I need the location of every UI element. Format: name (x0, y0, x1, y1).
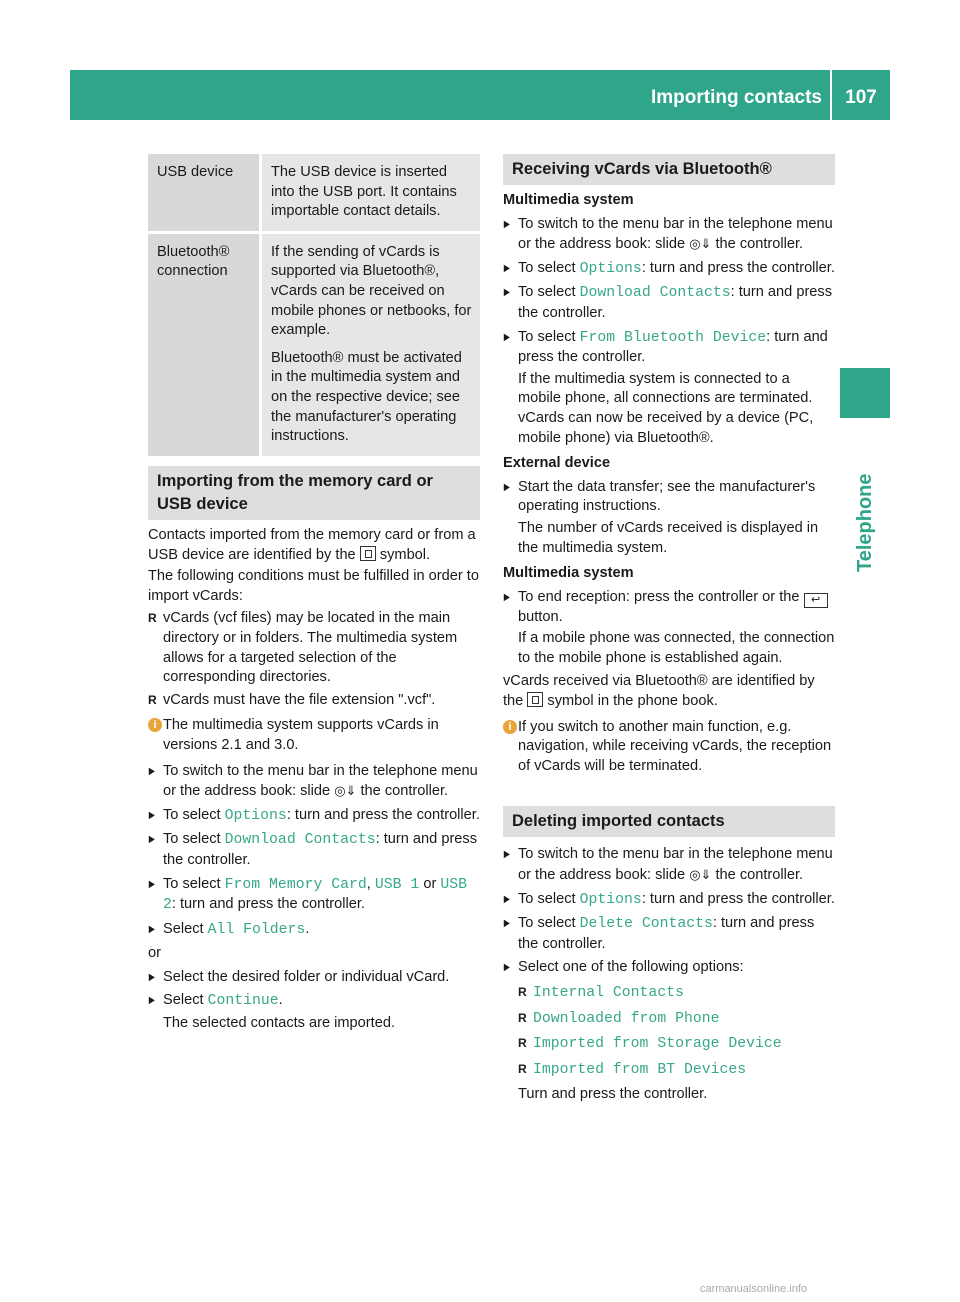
paragraph: vCards received via Bluetooth® are identified by the symbol in the phone book. (503, 673, 815, 710)
table-desc-text: If the sending of vCards is supported via Bluetooth®, vCards can be received on mobile phones or netbooks, for example. (271, 243, 472, 339)
info-icon: i (503, 720, 517, 734)
slide-down-controller-icon: ◎⇓ (689, 867, 712, 883)
menu-option: Options (224, 807, 287, 824)
list-item (518, 983, 835, 1004)
table-desc (262, 154, 480, 231)
step: ▶ To end reception: press the controller or the ↩ button. If a mobile phone was connected, the connection to the mobile phone is established again. (503, 588, 835, 669)
menu-option: Options (579, 260, 642, 277)
menu-option: USB 2 (163, 876, 468, 914)
step: ▶ To switch to the menu bar in the telephone menu or the address book: slide ◎⇓ the controller. (503, 845, 835, 885)
paragraph: The following conditions must be fulfilled in order to import vCards: (148, 568, 479, 604)
table-row (148, 154, 480, 231)
step: ▶ To select From Bluetooth Device: turn and press the controller. If the multimedia system is connected to a mobile phone, all connections are terminated. vCards can now be received by a device (PC, mobile phone) via Bluetooth®. (503, 328, 835, 449)
step-result: If a mobile phone was connected, the connection to the mobile phone is established again. (518, 630, 835, 666)
step: ▶ To select Download Contacts: turn and press the controller. (148, 830, 480, 870)
section-heading: Deleting imported contacts (503, 806, 835, 837)
slide-down-controller-icon: ◎⇓ (334, 783, 357, 799)
menu-option: Download Contacts (224, 832, 376, 849)
step: ▶ To select From Memory Card, USB 1 or USB 2: turn and press the controller. (148, 875, 480, 916)
table-desc (262, 234, 480, 456)
step: ▶ Select one of the following options: R Internal Contacts R Downloaded from Phone R Imported from Storage Device R Imported from BT Devices Turn and press the controller. (503, 958, 835, 1105)
menu-option: Imported from Storage Device (533, 1036, 782, 1053)
watermark: carmanualsonline.info (700, 1283, 808, 1295)
step: ▶ To select Download Contacts: turn and press the controller. (503, 283, 835, 323)
table-term: Bluetooth® connection (148, 234, 262, 456)
menu-option: Internal Contacts (533, 985, 684, 1001)
chapter-tab (840, 368, 890, 418)
step-result: Turn and press the controller. (518, 1086, 708, 1103)
subheading: External device (503, 455, 611, 472)
step: ▶ To select Options: turn and press the controller. (148, 806, 480, 827)
menu-option: Downloaded from Phone (533, 1010, 720, 1027)
list-item: R vCards (vcf files) may be located in the main directory or in folders. The multimedia system allows for a targeted selection of the corresponding directories. (148, 609, 480, 687)
menu-option: Imported from BT Devices (533, 1061, 747, 1078)
table-term: USB device (148, 154, 262, 231)
list-item (518, 1060, 835, 1081)
back-button-icon: ↩ (804, 593, 828, 608)
menu-option: All Folders (207, 921, 306, 938)
info-note: i The multimedia system supports vCards in versions 2.1 and 3.0. (148, 716, 480, 755)
slide-down-controller-icon: ◎⇓ (689, 236, 712, 252)
table-desc-text: Bluetooth® must be activated in the multimedia system and on the respective device; see the manufacturer's operating instructions. (271, 349, 462, 445)
menu-option: USB 1 (374, 876, 420, 893)
menu-option: Delete Contacts (579, 916, 713, 933)
step: ▶ Select Continue. The selected contacts are imported. (148, 991, 480, 1033)
header-separator (830, 70, 832, 120)
info-icon: i (148, 718, 162, 732)
menu-option: Options (579, 891, 642, 908)
table-desc-text: The USB device is inserted into the USB port. It contains importable contact details. (271, 164, 457, 220)
step: ▶ Select All Folders. (148, 920, 480, 941)
bluetooth-contact-symbol-icon (527, 692, 543, 707)
section-heading: Receiving vCards via Bluetooth® (503, 154, 835, 185)
list-item (518, 1009, 835, 1030)
paragraph: Contacts imported from the memory card or from a USB device are identified by the symbol. (148, 527, 476, 563)
menu-option: Download Contacts (579, 285, 731, 302)
step: ▶ To switch to the menu bar in the telephone menu or the address book: slide ◎⇓ the controller. (503, 215, 835, 255)
step: ▶ To select Options: turn and press the controller. (503, 259, 835, 280)
memory-card-symbol-icon (360, 546, 376, 561)
info-note: i If you switch to another main function, e.g. navigation, while receiving vCards, the reception of vCards will be terminated. (503, 718, 835, 777)
menu-option: Continue (207, 993, 279, 1010)
step: ▶ Select the desired folder or individual vCard. (148, 968, 480, 988)
paragraph: or (148, 945, 161, 962)
step: ▶ To switch to the menu bar in the telephone menu or the address book: slide ◎⇓ the controller. (148, 762, 480, 802)
step-result: The number of vCards received is displayed in the multimedia system. (518, 519, 819, 556)
step-result: If the multimedia system is connected to a mobile phone, all connections are terminated. vCards can now be received by a device (PC, mobile phone) via Bluetooth®. (518, 370, 814, 446)
step: ▶ Start the data transfer; see the manufacturer's operating instructions. The number of vCards received is displayed in the multimedia system. (503, 478, 835, 558)
step: ▶ To select Options: turn and press the controller. (503, 890, 835, 911)
chapter-label (842, 424, 886, 584)
step: ▶ To select Delete Contacts: turn and press the controller. (503, 914, 835, 954)
chapter-label-text: Telephone (854, 473, 876, 572)
left-column (148, 466, 480, 1038)
list-item: R vCards must have the file extension ".vcf". (148, 691, 480, 711)
section-heading: Importing from the memory card or USB device (148, 466, 480, 520)
table-row (148, 231, 480, 456)
list-item (518, 1034, 835, 1055)
subheading: Multimedia system (503, 565, 634, 582)
step-result: The selected contacts are imported. (163, 1015, 395, 1032)
option-list (518, 983, 835, 1080)
page-number: 107 (845, 87, 877, 108)
definition-table (148, 154, 480, 456)
menu-option: From Bluetooth Device (579, 329, 767, 346)
page-title: Importing contacts (650, 87, 822, 108)
menu-option: From Memory Card (224, 876, 367, 893)
subheading: Multimedia system (503, 192, 634, 208)
right-column (503, 154, 835, 1109)
